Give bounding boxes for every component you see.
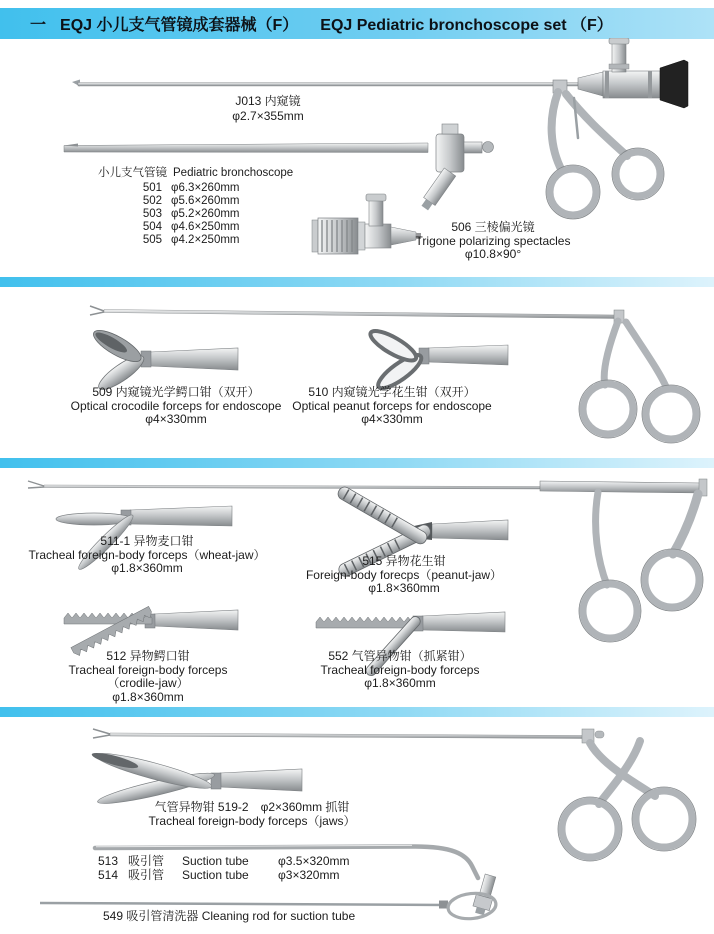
label-519-2 — [149, 801, 356, 828]
label-506-spec: φ10.8×90° — [464, 247, 522, 261]
label-j013-spec: φ2.7×355mm — [232, 109, 304, 123]
label-552-spec: φ1.8×360mm — [364, 676, 436, 690]
label-552 — [321, 650, 480, 691]
section4-illustrations — [0, 717, 714, 934]
label-515-en: Foreign-body forecps（peanut-jaw） — [305, 567, 503, 582]
bronchoscope-row — [98, 195, 293, 208]
header-dash: 一 — [30, 17, 47, 34]
label-549-text: 549 吸引管清洗器 Cleaning rod for suction tube — [103, 909, 356, 923]
label-510-spec: φ4×330mm — [361, 412, 423, 426]
adapter-506-illustration — [312, 194, 421, 254]
peanut-jaw-510-illustration — [367, 326, 508, 394]
tube-zh: 吸引管 — [128, 854, 165, 868]
bronchoscope-row — [98, 182, 293, 195]
section-divider — [0, 277, 714, 287]
label-512-spec: φ1.8×360mm — [112, 689, 184, 704]
bronchoscope-list-header — [98, 167, 293, 180]
label-509-name: 509 内窥镜光学鳄口钳（双开） — [92, 385, 260, 399]
bronchoscope-list-title-zh: 小儿支气管镜 — [98, 167, 167, 179]
model-code: 505 — [142, 234, 162, 246]
label-512 — [69, 650, 228, 704]
tube-code: 514 — [98, 867, 119, 882]
bronchoscope-list-title-en: Pediatric bronchoscope — [173, 167, 294, 179]
label-j013-name: J013 内窥镜 — [235, 94, 301, 108]
label-515-spec: φ1.8×360mm — [368, 581, 440, 595]
header-title-zh: EQJ 小儿支气管镜成套器械（F） — [60, 17, 299, 34]
telescope-j013-illustration — [72, 38, 688, 108]
tube-zh: 吸引管 — [128, 867, 165, 882]
suction-tube-row — [98, 855, 349, 869]
bronchoscope-row — [98, 234, 293, 247]
bronchoscope-row — [98, 221, 293, 234]
label-519-2-name: 气管异物钳 519-2 φ2×360mm 抓钳 — [154, 800, 350, 814]
telescope-handle-illustration — [546, 80, 664, 219]
label-j013 — [232, 94, 303, 124]
model-code: 501 — [142, 182, 162, 194]
label-509-en: Optical crocodile forceps for endoscope — [70, 398, 282, 413]
section2-illustrations — [0, 288, 714, 458]
tube-code: 513 — [98, 854, 119, 868]
label-512-en: Tracheal foreign-body forceps — [68, 662, 228, 677]
page-header — [0, 8, 714, 39]
label-506 — [416, 221, 571, 262]
tube-en: Suction tube — [182, 854, 249, 868]
label-515 — [306, 555, 502, 596]
bronchoscope-row — [98, 208, 293, 221]
header-title-en: EQJ Pediatric bronchoscope set （F） — [320, 17, 613, 34]
label-519-2-en: Tracheal foreign-body forceps（jaws） — [148, 813, 356, 828]
label-510-en: Optical peanut forceps for endoscope — [292, 398, 492, 413]
label-511-1-spec: φ1.8×360mm — [111, 561, 183, 575]
model-code: 503 — [142, 208, 162, 220]
bronchoscope-list — [98, 167, 293, 247]
section-divider — [0, 707, 714, 717]
label-512-name: 512 异物鳄口钳 — [106, 649, 190, 663]
label-549 — [103, 910, 355, 924]
label-509 — [71, 386, 282, 427]
model-code: 502 — [142, 195, 162, 207]
tracheal-forceps-519-illustration — [93, 729, 696, 861]
label-506-en: Trigone polarizing spectacles — [415, 233, 571, 248]
label-552-name: 552 气管异物钳（抓紧钳） — [328, 649, 472, 663]
label-511-1-en: Tracheal foreign-body forceps（wheat-jaw） — [28, 547, 266, 562]
label-510 — [292, 386, 491, 427]
label-509-spec: φ4×330mm — [145, 412, 207, 426]
label-512-en2: （crodile-jaw） — [107, 676, 189, 690]
model-spec: φ5.6×260mm — [171, 195, 240, 207]
tube-spec: φ3.5×320mm — [278, 854, 350, 868]
model-spec: φ6.3×260mm — [171, 182, 240, 194]
suction-tube-row — [98, 869, 349, 883]
label-515-name: 515 异物花生钳 — [362, 554, 446, 568]
model-code: 504 — [142, 221, 162, 233]
tube-spec: φ3×320mm — [278, 867, 340, 882]
label-552-en: Tracheal foreign-body forceps — [320, 662, 480, 677]
model-spec: φ4.2×250mm — [171, 234, 240, 246]
label-510-name: 510 内窥镜光学花生钳（双开） — [308, 385, 476, 399]
model-spec: φ4.6×250mm — [171, 221, 240, 233]
section-divider — [0, 458, 714, 468]
suction-tube-list — [98, 855, 349, 882]
label-511-1-name: 511-1 异物麦口钳 — [100, 534, 194, 548]
model-spec: φ5.2×260mm — [171, 208, 240, 220]
label-511-1 — [29, 535, 266, 576]
label-506-name: 506 三棱偏光镜 — [451, 220, 535, 234]
tube-en: Suction tube — [182, 867, 249, 882]
